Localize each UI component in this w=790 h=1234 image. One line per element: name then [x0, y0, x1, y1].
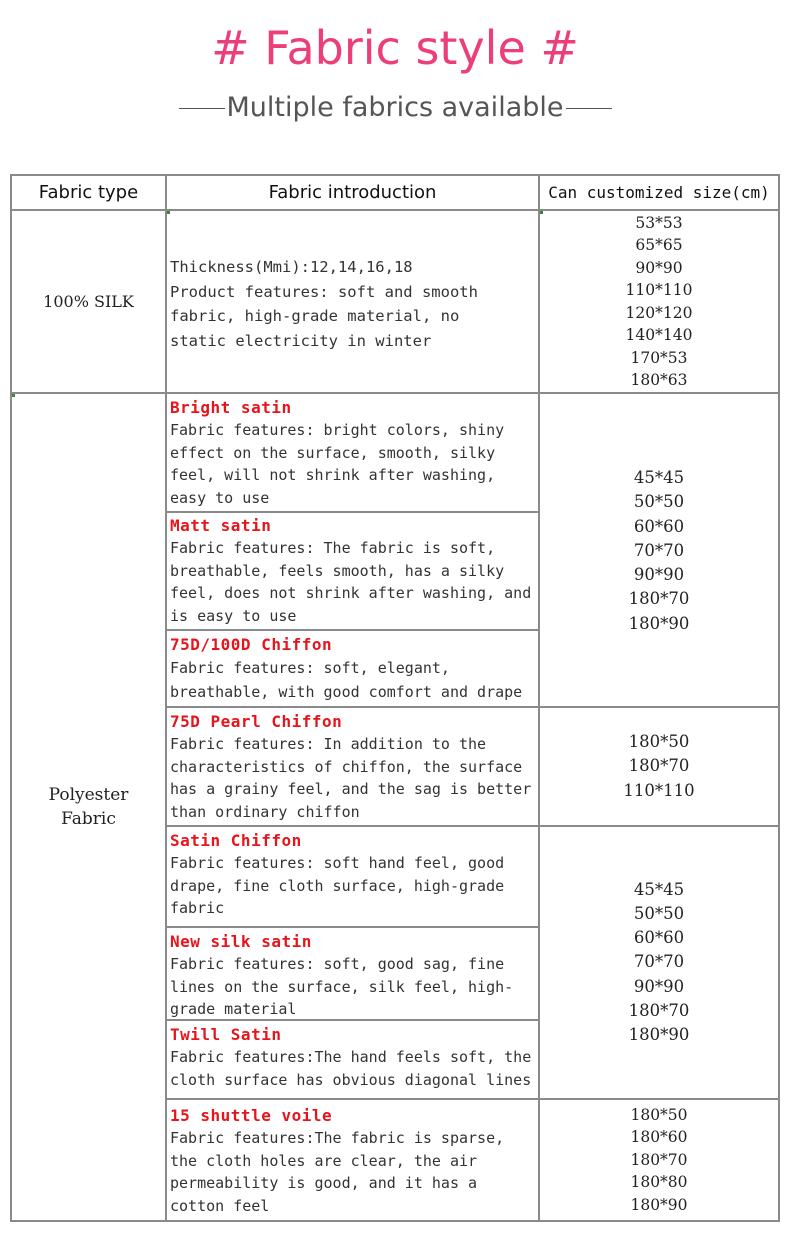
size-value: 60*60 [633, 516, 685, 536]
size-value: 60*60 [633, 928, 685, 948]
fabric-name: Matt satin [170, 516, 272, 535]
fabric-twill-satin [170, 1023, 536, 1091]
size-value: 50*50 [633, 492, 685, 512]
size-value: 120*120 [625, 303, 693, 322]
silk-intro [170, 255, 536, 353]
size-value: 180*90 [630, 1195, 688, 1214]
size-value: 170*53 [630, 348, 688, 367]
fabric-desc-line: feel, does not shrink after washing, and [170, 584, 532, 602]
size-value: 70*70 [633, 540, 685, 560]
size-value: 180*80 [630, 1173, 688, 1192]
fabric-name: 75D/100D Chiffon [170, 635, 333, 654]
fabric-pearl-chiffon [170, 710, 536, 823]
fabric-new-silk-satin [170, 930, 536, 1021]
size-value: 180*50 [628, 732, 690, 752]
subtitle-text: Multiple fabrics available [226, 92, 564, 123]
page-subtitle [0, 88, 790, 128]
fabric-name: Twill Satin [170, 1025, 282, 1044]
fabric-matt-satin [170, 514, 536, 627]
size-value: 53*53 [635, 213, 683, 232]
size-value: 90*90 [635, 258, 683, 277]
fabric-desc-line: cloth surface has obvious diagonal lines [170, 1070, 532, 1089]
fabric-desc-line: feel, will not shrink after washing, [170, 466, 496, 484]
fabric-desc-line: Fabric features: In addition to the [170, 735, 487, 753]
fabric-desc-line: grade material [170, 1000, 297, 1018]
fabric-table [10, 174, 780, 1222]
fabric-desc-line: Fabric features: soft, good sag, fine [170, 955, 505, 973]
fabric-desc-line: cotton feel [170, 1196, 270, 1215]
fabric-name: Satin Chiffon [170, 831, 302, 850]
row-divider [166, 926, 540, 928]
table-border-right [778, 174, 780, 1222]
intro-line: Product features: soft and smooth [170, 282, 478, 301]
size-value: 45*45 [633, 879, 685, 899]
column-header-size: Can customized size(cm) [548, 183, 770, 202]
row-divider [166, 629, 540, 631]
size-value: 180*90 [628, 613, 690, 633]
size-value: 180*70 [628, 756, 690, 776]
fabric-desc-line: the cloth holes are clear, the air [170, 1151, 478, 1170]
type-line: Fabric [61, 809, 116, 829]
size-group-satin [540, 396, 778, 706]
intro-line: Thickness(Mmi):12,14,16,18 [170, 258, 413, 276]
size-value: 180*70 [628, 589, 690, 609]
fabric-type-polyester [12, 394, 165, 1220]
size-value: 90*90 [633, 976, 685, 996]
fabric-desc-line: than ordinary chiffon [170, 802, 360, 821]
cell-marker [167, 211, 170, 214]
size-value: 180*90 [628, 1025, 690, 1044]
size-value: 110*110 [623, 780, 695, 800]
row-divider [166, 511, 540, 513]
type-line: Polyester [48, 785, 129, 805]
page-title: # Fabric style # [211, 21, 579, 75]
size-value: 180*63 [630, 371, 688, 389]
fabric-desc-line: easy to use [170, 488, 270, 507]
column-header-intro: Fabric introduction [268, 182, 437, 203]
fabric-desc-line: breathable, feels smooth, has a silky [170, 561, 505, 580]
fabric-name: 75D Pearl Chiffon [170, 712, 343, 731]
column-header-type: Fabric type [38, 182, 139, 203]
fabric-desc-line: is easy to use [170, 606, 297, 625]
silk-sizes [540, 211, 778, 392]
fabric-chiffon [170, 633, 536, 704]
fabric-shuttle-voile [170, 1104, 536, 1217]
fabric-bright-satin [170, 396, 536, 509]
fabric-desc-line: characteristics of chiffon, the surface [170, 757, 523, 776]
fabric-type-silk: 100% SILK [43, 292, 134, 311]
size-value: 180*70 [630, 1150, 688, 1169]
size-value: 65*65 [635, 236, 683, 254]
fabric-desc-line: Fabric features:The fabric is sparse, [170, 1129, 505, 1147]
fabric-desc-line: drape, fine cloth surface, high-grade [170, 876, 505, 895]
size-value: 45*45 [633, 468, 685, 488]
fabric-name: New silk satin [170, 932, 312, 951]
fabric-name: 15 shuttle voile [170, 1106, 333, 1125]
fabric-desc-line: fabric [170, 899, 225, 917]
fabric-desc-line: has a grainy feel, and the sag is better [170, 780, 532, 798]
column-divider-1 [165, 174, 167, 1222]
size-value: 180*70 [628, 1000, 690, 1020]
fabric-desc-line: permeability is good, and it has a [170, 1174, 478, 1192]
fabric-desc-line: Fabric features:The hand feels soft, the [170, 1048, 532, 1066]
size-value: 180*50 [630, 1105, 688, 1124]
fabric-desc-line: effect on the surface, smooth, silky [170, 443, 496, 462]
table-border-bottom [10, 1220, 780, 1222]
size-value: 140*140 [625, 326, 693, 344]
fabric-desc-line: breathable, with good comfort and drape [170, 683, 523, 701]
fabric-desc-line: Fabric features: The fabric is soft, [170, 539, 496, 557]
fabric-desc-line: Fabric features: soft, elegant, [170, 659, 450, 677]
intro-line: fabric, high-grade material, no [170, 307, 460, 326]
size-value: 50*50 [633, 903, 685, 923]
subtitle-left-rule [179, 108, 225, 110]
fabric-satin-chiffon [170, 829, 536, 920]
fabric-desc-line: Fabric features: soft hand feel, good [170, 854, 505, 872]
size-group-chiffon-satin [540, 827, 778, 1098]
fabric-name: Bright satin [170, 398, 292, 417]
size-value: 110*110 [625, 281, 693, 299]
size-value: 90*90 [633, 565, 685, 585]
subtitle-right-rule [566, 108, 612, 110]
size-group-pearl-chiffon [540, 708, 778, 825]
size-group-voile [540, 1100, 778, 1220]
size-value: 70*70 [633, 952, 685, 972]
intro-line: static electricity in winter [170, 331, 432, 350]
size-value: 180*60 [630, 1128, 688, 1147]
fabric-desc-line: Fabric features: bright colors, shiny [170, 421, 505, 439]
fabric-desc-line: lines on the surface, silk feel, high- [170, 977, 514, 996]
